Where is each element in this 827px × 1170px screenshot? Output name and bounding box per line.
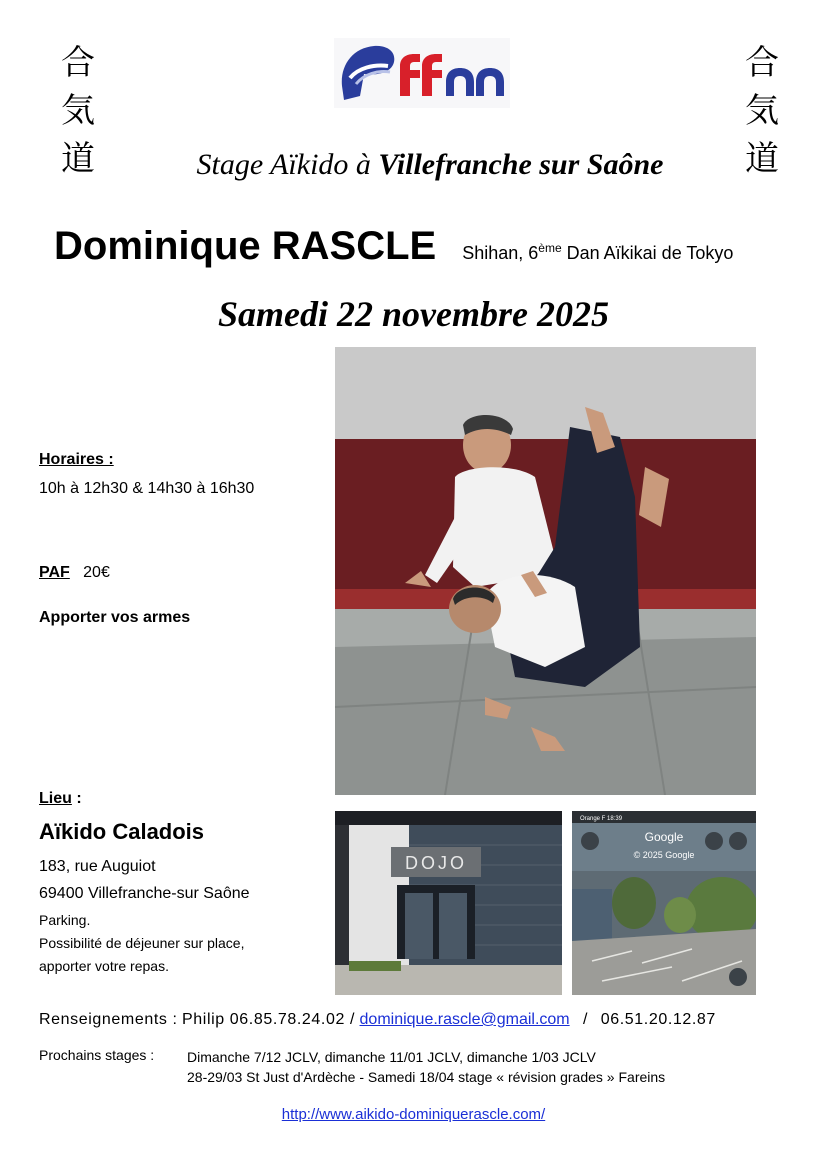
event-subtitle bbox=[0, 148, 827, 182]
dojo-exterior-photo bbox=[335, 811, 562, 995]
next-stages-line-1: Dimanche 7/12 JCLV, dimanche 11/01 JCLV, dimanche 1/03 JCLV bbox=[187, 1049, 596, 1065]
lieu-colon: : bbox=[71, 790, 82, 807]
contact-email-link[interactable]: dominique.rascle@gmail.com bbox=[359, 1011, 570, 1028]
teacher-rank bbox=[462, 241, 733, 264]
street-view-photo bbox=[572, 811, 756, 995]
ffaaa-logo bbox=[334, 38, 510, 108]
next-stages-label: Prochains stages : bbox=[39, 1047, 155, 1063]
rank-part-a: Shihan, 6 bbox=[462, 243, 539, 263]
lunch-note-1: Possibilité de déjeuner sur place, bbox=[39, 935, 245, 951]
lunch-note-2: apporter votre repas. bbox=[39, 958, 169, 974]
aikido-throw-photo bbox=[335, 347, 756, 795]
kanji-char: 道 bbox=[745, 139, 779, 179]
rank-part-b: Dan Aïkikai de Tokyo bbox=[561, 243, 734, 263]
kanji-char: 合 bbox=[745, 43, 779, 83]
subtitle-prefix: Stage Aïkido à bbox=[196, 148, 379, 181]
horaires-label-wrap bbox=[39, 451, 114, 469]
teacher-name: Dominique RASCLE bbox=[54, 224, 437, 268]
paf-line bbox=[39, 564, 110, 582]
website-line bbox=[0, 1106, 827, 1123]
kanji-char: 気 bbox=[745, 91, 779, 131]
contact-phone-2: 06.51.20.12.87 bbox=[600, 1011, 716, 1028]
dojo-sign-text: DOJO bbox=[404, 853, 468, 873]
contact-label: Renseignements : bbox=[39, 1011, 178, 1028]
parking-note: Parking. bbox=[39, 912, 91, 928]
weapons-note: Apporter vos armes bbox=[39, 609, 191, 626]
rank-superscript: ème bbox=[538, 241, 562, 255]
google-brand: Google bbox=[644, 830, 684, 844]
google-copyright: © 2025 Google bbox=[633, 850, 695, 860]
contact-phone-philip: Philip 06.85.78.24.02 / bbox=[182, 1011, 356, 1028]
subtitle-place: Villefranche sur Saône bbox=[378, 148, 664, 181]
horaires-label: Horaires : bbox=[39, 451, 114, 468]
kanji-char: 合 bbox=[61, 43, 95, 83]
status-bar-text: Orange F 18:39 bbox=[580, 816, 623, 822]
horaires-value: 10h à 12h30 & 14h30 à 16h30 bbox=[39, 480, 255, 497]
next-stages-list bbox=[187, 1047, 665, 1087]
teacher-heading bbox=[54, 224, 733, 269]
contact-separator: / bbox=[582, 1011, 588, 1028]
kanji-char: 道 bbox=[61, 139, 95, 179]
event-date: Samedi 22 novembre 2025 bbox=[218, 294, 609, 334]
club-city: 69400 Villefranche-sur Saône bbox=[39, 885, 250, 902]
kanji-char: 気 bbox=[61, 91, 95, 131]
website-link[interactable]: http://www.aikido-dominiquerascle.com/ bbox=[281, 1106, 546, 1123]
lieu-label: Lieu bbox=[39, 790, 72, 807]
club-street: 183, rue Auguiot bbox=[39, 858, 156, 875]
contact-line bbox=[39, 1011, 716, 1029]
paf-label: PAF bbox=[39, 564, 70, 581]
paf-value: 20€ bbox=[83, 564, 110, 581]
lieu-heading bbox=[39, 790, 82, 808]
next-stages-line-2: 28-29/03 St Just d'Ardèche - Samedi 18/04 stage « révision grades » Fareins bbox=[187, 1069, 666, 1085]
club-name: Aïkido Caladois bbox=[39, 819, 205, 844]
